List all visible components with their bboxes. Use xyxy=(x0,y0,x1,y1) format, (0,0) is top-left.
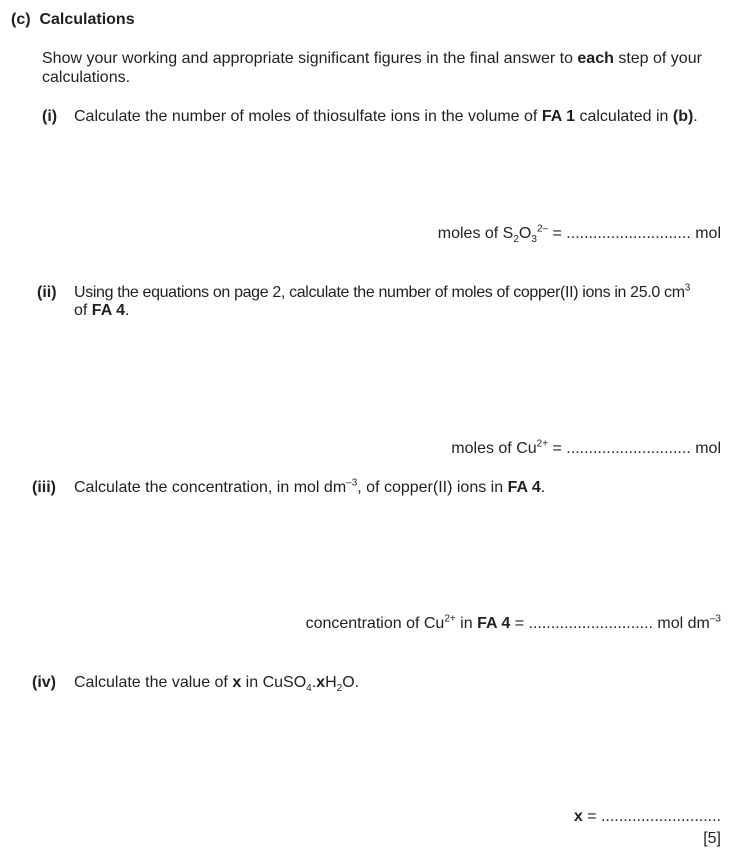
q2-unit-mol: mol xyxy=(690,440,721,457)
q2-text-c: . xyxy=(125,302,130,319)
q3-answer-mid: in xyxy=(455,615,478,632)
q4-answer-label: x xyxy=(573,808,583,825)
q1-answer-blank[interactable]: ............................ xyxy=(566,225,691,242)
q2-equals: = xyxy=(548,440,567,457)
q4-formula-dot: . xyxy=(311,674,317,691)
q2-answer-line xyxy=(451,440,721,458)
part-title: Calculations xyxy=(39,11,135,28)
q4-formula-h: H xyxy=(325,674,337,691)
q4-formula-o: O. xyxy=(342,674,360,691)
q2-unit: cm xyxy=(664,284,685,301)
q1-sub-3: 3 xyxy=(531,234,537,246)
q1-text-bold-a: FA 1 xyxy=(541,108,576,125)
q2-number: (ii) xyxy=(37,284,57,301)
q1-text-bold-b: (b) xyxy=(672,108,694,125)
q1-answer-line xyxy=(437,223,721,246)
q3-text-bold: FA 4 xyxy=(507,479,541,496)
q3-text-a: Calculate the concentration, in mol xyxy=(74,479,320,496)
instruction-text: Show your working and appropriate significant figures in the final answer to xyxy=(42,50,578,67)
instruction-line1 xyxy=(42,50,702,68)
q1-text-c: . xyxy=(693,108,698,125)
part-heading xyxy=(11,11,135,29)
q3-unit-sup: –3 xyxy=(709,613,721,625)
instruction-line2: calculations. xyxy=(42,69,131,86)
q4-formula-cuso: in CuSO xyxy=(241,674,307,691)
q3-number: (iii) xyxy=(32,479,56,496)
q2-text-b: of xyxy=(74,302,92,319)
q3-text xyxy=(74,479,545,497)
q2-answer-blank[interactable]: ............................ xyxy=(566,440,691,457)
q2-charge: 2+ xyxy=(536,438,549,450)
q3-answer-line xyxy=(306,615,721,633)
q4-text xyxy=(74,674,360,695)
q1-sub-2: 2 xyxy=(513,234,519,246)
q4-answer-line xyxy=(574,808,721,826)
q4-sub-2: 2 xyxy=(336,683,343,695)
q1-number: (i) xyxy=(42,108,58,125)
q4-answer-blank[interactable]: ........................... xyxy=(600,808,721,825)
q1-text xyxy=(74,108,698,126)
q4-formula-x: x xyxy=(316,674,326,691)
q4-text-bold-x: x xyxy=(232,674,242,691)
q1-text-b: calculated in xyxy=(575,108,673,125)
q3-unit: mol dm xyxy=(652,615,710,632)
q3-answer-bold: FA 4 xyxy=(477,615,511,632)
q1-answer-label: moles of S xyxy=(437,225,514,242)
q4-number: (iv) xyxy=(32,674,56,691)
part-label: (c) xyxy=(11,11,31,28)
q3-answer-blank[interactable]: ............................ xyxy=(528,615,653,632)
q4-sub-4: 4 xyxy=(306,683,312,695)
q1-charge: 2– xyxy=(536,223,549,235)
marks-total: [5] xyxy=(703,830,721,847)
q3-charge: 2+ xyxy=(444,613,456,625)
q3-equals: = xyxy=(510,615,529,632)
q1-o: O xyxy=(518,225,532,242)
q2-text-line1 xyxy=(74,284,690,302)
q2-unit-sup: 3 xyxy=(684,282,690,294)
q2-answer-label: moles of Cu xyxy=(451,440,537,457)
instruction-bold: each xyxy=(577,50,614,67)
q2-text-line2 xyxy=(74,302,129,320)
q1-equals: = xyxy=(548,225,567,242)
q2-text-a: Using the equations on page 2, calculate the number of moles of copper(II) ions in 25.0 xyxy=(74,284,660,301)
q3-unit: dm xyxy=(323,479,347,496)
q3-text-c: . xyxy=(540,479,546,496)
q1-unit: mol xyxy=(690,225,721,242)
q2-text-bold: FA 4 xyxy=(91,302,125,319)
q3-unit-sup: –3 xyxy=(346,477,358,489)
q4-text-a: Calculate the value of xyxy=(74,674,233,691)
q4-equals: = xyxy=(582,808,601,825)
q3-text-b: , of copper(II) ions in xyxy=(357,479,508,496)
q1-text-a: Calculate the number of moles of thiosulfate ions in the volume of xyxy=(74,108,542,125)
q3-answer-label: concentration of Cu xyxy=(305,615,445,632)
instruction-text-end: step of your xyxy=(613,50,702,67)
